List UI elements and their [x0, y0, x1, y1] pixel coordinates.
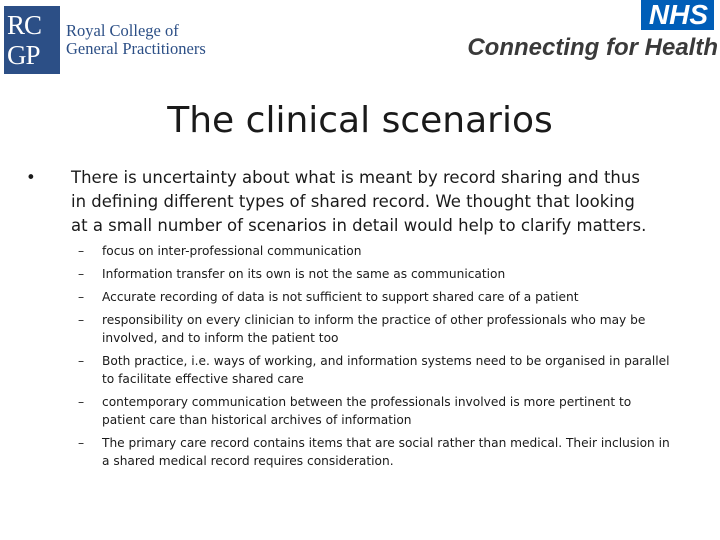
bullet-dot-icon: •: [26, 168, 36, 187]
rcgp-name-line1: Royal College of: [66, 21, 179, 40]
dash-icon: –: [78, 267, 85, 281]
dash-icon: –: [78, 354, 85, 368]
dash-icon: –: [78, 244, 85, 258]
dash-icon: –: [78, 436, 85, 450]
dash-icon: –: [78, 313, 85, 327]
dash-icon: –: [78, 290, 85, 304]
main-bullet-text: There is uncertainty about what is meant by record sharing and thus in defining different types of shared record. We thought that looking at a small number of scenarios in detail would help to clarify matters.: [71, 168, 647, 235]
sub-bullet: [78, 242, 674, 260]
nhs-logo: [458, 0, 718, 62]
nhs-mark: NHS: [641, 0, 714, 30]
sub-bullet-text: Accurate recording of data is not sufficient to support shared care of a patient: [102, 290, 579, 304]
sub-bullet-text: responsibility on every clinician to inform the practice of other professionals who may be involved, and to inform the patient too: [102, 313, 646, 345]
rcgp-name: [66, 22, 206, 58]
sub-bullet: [78, 434, 674, 470]
rcgp-letters-line2: GP: [7, 40, 40, 70]
nhs-tagline: Connecting for Health: [467, 34, 718, 61]
sub-bullet-text: contemporary communication between the professionals involved is more pertinent to patient care than historical archives of information: [102, 395, 632, 427]
sub-bullet-list: [78, 242, 674, 475]
main-bullet: [26, 166, 656, 238]
sub-bullet: [78, 311, 674, 347]
rcgp-logo: [4, 6, 206, 74]
sub-bullet-text: The primary care record contains items that are social rather than medical. Their inclusion in a shared medical record requires consideration.: [102, 436, 670, 468]
sub-bullet-text: focus on inter-professional communication: [102, 244, 362, 258]
rcgp-letters-line1: RC: [7, 10, 42, 40]
sub-bullet: [78, 288, 674, 306]
sub-bullet: [78, 352, 674, 388]
sub-bullet-text: Information transfer on its own is not the same as communication: [102, 267, 506, 281]
rcgp-monogram: [4, 6, 60, 74]
sub-bullet: [78, 265, 674, 283]
dash-icon: –: [78, 395, 85, 409]
sub-bullet: [78, 393, 674, 429]
slide-title: The clinical scenarios: [167, 100, 553, 141]
sub-bullet-text: Both practice, i.e. ways of working, and information systems need to be organised in parallel to facilitate effective shared care: [102, 354, 670, 386]
rcgp-name-line2: General Practitioners: [66, 39, 206, 58]
